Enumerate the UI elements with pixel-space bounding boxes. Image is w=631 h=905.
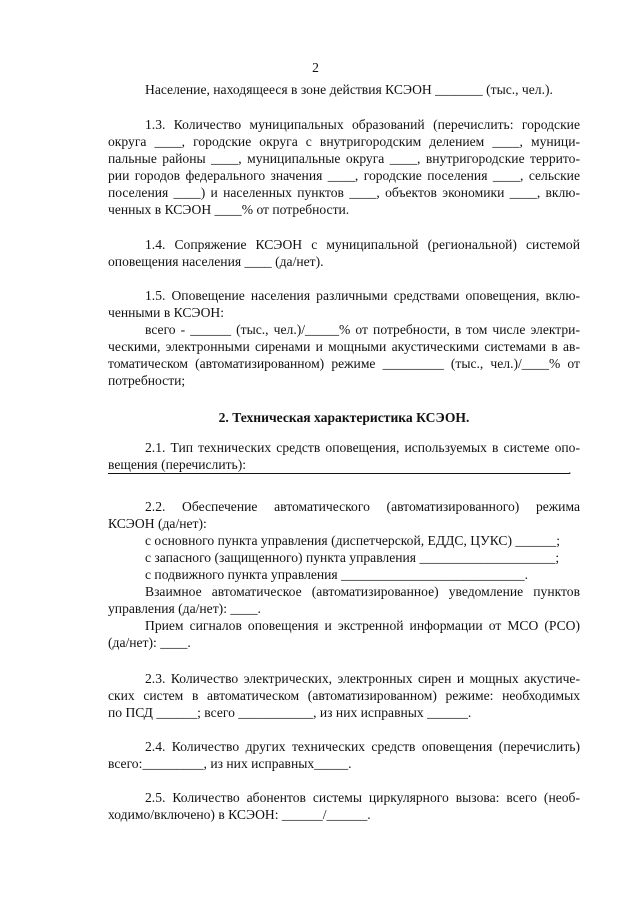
text-line: 2.2. Обеспечение автоматического (автоматизированного) режима: [145, 499, 580, 514]
text-line: Прием сигналов оповещения и экстренной информации от МСО (РСО): [145, 618, 580, 633]
text-line: ческими, электронными сиренами и мощными акустическими системами в ав-: [108, 339, 580, 354]
text-line: с подвижного пункта управления ___________________________.: [145, 567, 529, 582]
text-line: 1.5. Оповещение населения различными средствами оповещения, вклю-: [145, 288, 580, 303]
text-line: ченных в КСЭОН ____% от потребности.: [108, 202, 350, 217]
text-line: ских систем в автоматическом (автоматизированном) режиме: необходимых: [108, 688, 580, 703]
text-line: ходимо/включено) в КСЭОН: ______/______.: [108, 807, 371, 822]
page-number: 2: [312, 60, 319, 75]
text-line: ченными в КСЭОН:: [108, 305, 224, 320]
fill-in-rule: [108, 473, 569, 474]
text-line: поселения ____) и населенных пунктов ____, объектов экономики ____, вклю-: [108, 185, 580, 200]
text-line: оповещения населения ____ (да/нет).: [108, 254, 324, 269]
text-line: с основного пункта управления (диспетчерской, ЕДДС, ЦУКС) ______;: [145, 533, 560, 548]
text-line: 1.4. Сопряжение КСЭОН с муниципальной (региональной) системой: [145, 237, 580, 252]
text-line: пальные районы ____, муниципальные округа ____, внутригородские террито-: [108, 151, 580, 166]
section-heading: 2. Техническая характеристика КСЭОН.: [218, 410, 470, 425]
text-line: Население, находящееся в зоне действия КСЭОН _______ (тыс., чел.).: [145, 82, 553, 97]
text-line: 2.4. Количество других технических средств оповещения (перечислить): [145, 739, 580, 754]
text-line: рии городов федерального значения ____, городские поселения ____, сельские: [108, 168, 580, 183]
text-line: 2.5. Количество абонентов системы циркулярного вызова: всего (необ-: [145, 790, 580, 805]
text-line: вещения (перечислить):: [108, 457, 247, 472]
text-line: всего - ______ (тыс., чел.)/_____% от потребности, в том числе электри-: [145, 322, 580, 337]
text-line: с запасного (защищенного) пункта управления ____________________;: [145, 550, 560, 565]
text-line: 1.3. Количество муниципальных образований (перечислить: городские: [145, 117, 580, 132]
text-line: 2.1. Тип технических средств оповещения, используемых в системе опо-: [145, 440, 580, 455]
text-line: Взаимное автоматическое (автоматизированное) уведомление пунктов: [145, 584, 580, 599]
text-line: всего:_________, из них исправных_____.: [108, 756, 352, 771]
text-line: управления (да/нет): ____.: [108, 601, 261, 616]
text-line: 2.3. Количество электрических, электронных сирен и мощных акустиче-: [145, 671, 580, 686]
text-line: потребности;: [108, 373, 186, 388]
text-line: томатическом (автоматизированном) режиме _________ (тыс., чел.)/____% от: [108, 356, 580, 371]
text-line: КСЭОН (да/нет):: [108, 516, 207, 531]
fill-in-period: .: [568, 462, 572, 477]
text-line: округа ____, городские округа с внутригородским делением ____, муници-: [108, 134, 580, 149]
text-line: (да/нет): ____.: [108, 635, 191, 650]
text-line: по ПСД ______; всего ___________, из них исправных ______.: [108, 705, 472, 720]
